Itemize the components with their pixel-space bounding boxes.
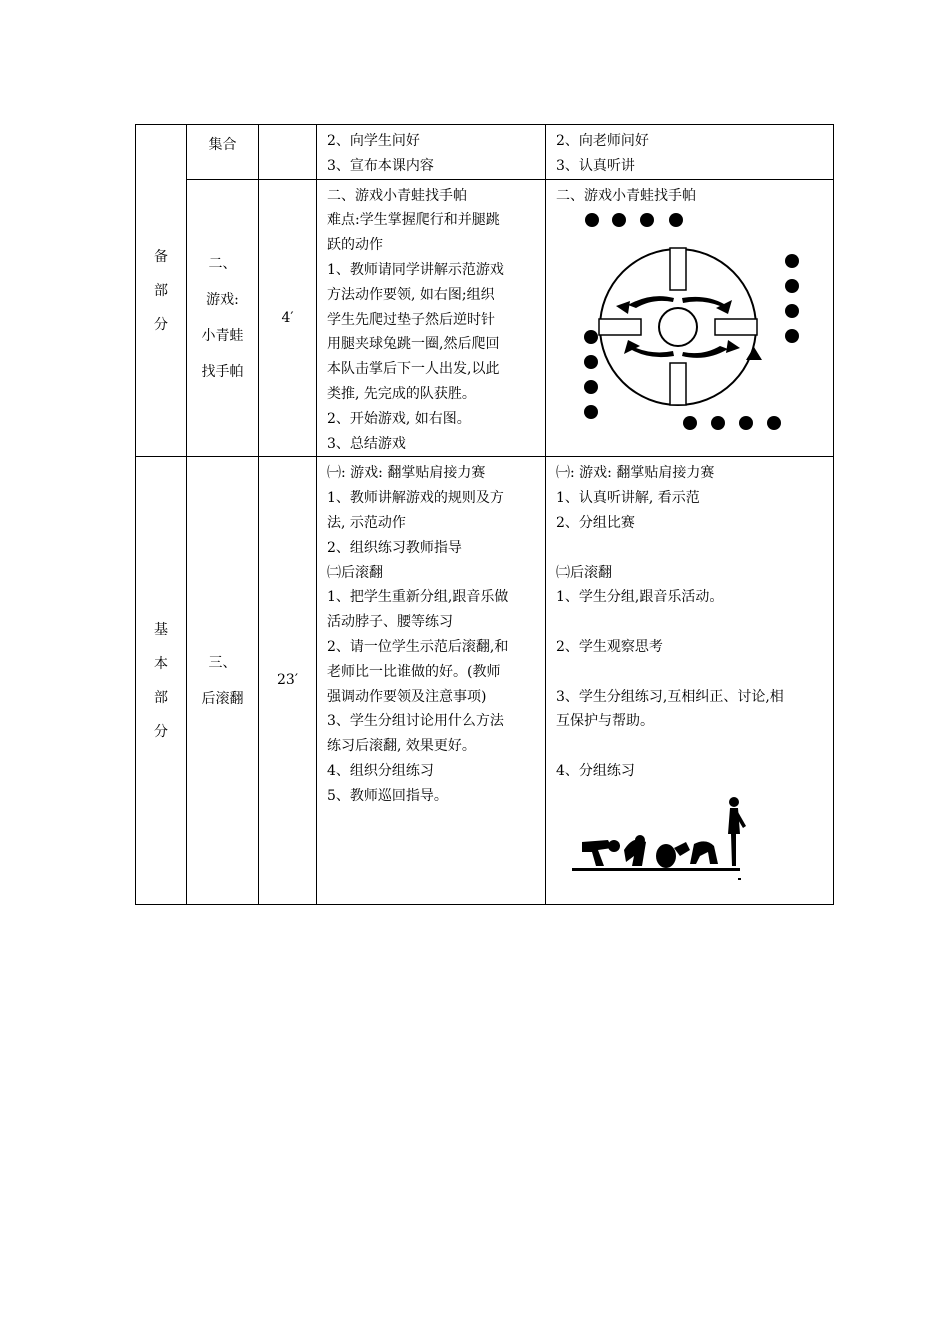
table-row — [136, 457, 834, 905]
text-line: 5、教师巡回指导。 — [327, 787, 448, 804]
student-activity — [546, 457, 834, 905]
text-line: ㈡后滚翻 — [327, 564, 383, 581]
text-line: 1、认真听讲解, 看示范 — [556, 490, 700, 507]
text-line: 3、认真听讲 — [556, 157, 635, 174]
text-line: 3、学生分组讨论用什么方法 — [327, 713, 504, 730]
activity-name-text: 集合 — [208, 137, 237, 153]
section-char: 分 — [154, 316, 168, 333]
teacher-activity — [317, 179, 546, 457]
section-char: 部 — [154, 282, 168, 299]
text-line: 强调动作要领及注意事项) — [327, 688, 487, 705]
activity-name-line: 游戏: — [206, 291, 239, 308]
team-dots-bottom — [683, 416, 781, 430]
lesson-plan-table — [135, 124, 834, 905]
text-line: 跃的动作 — [327, 237, 383, 254]
student-activity — [546, 125, 834, 180]
text-line: 2、组织练习教师指导 — [327, 539, 462, 556]
text-line: 1、教师讲解游戏的规则及方 — [327, 490, 504, 507]
text-line: 本队击掌后下一人出发,以此 — [327, 361, 500, 378]
text-line: 法, 示范动作 — [327, 514, 406, 531]
time-cell: 4′ — [259, 179, 317, 457]
teacher-activity — [317, 125, 546, 180]
section-label-basic — [136, 457, 187, 905]
inner-circle — [659, 308, 697, 346]
activity-name-line: 二、 — [208, 255, 237, 272]
text-line: 类推, 先完成的队获胜。 — [327, 385, 476, 402]
text-line: ㈠: 游戏: 翻掌贴肩接力赛 — [556, 465, 715, 482]
table-row — [136, 125, 834, 180]
text-line: 1、把学生重新分组,跟音乐做 — [327, 589, 509, 606]
activity-name — [187, 457, 259, 905]
text-line: 老师比一比谁做的好。(教师 — [327, 663, 501, 680]
table-row — [136, 179, 834, 457]
activity-name-line: 三、 — [208, 654, 237, 671]
blank-line — [556, 536, 827, 561]
section-char: 部 — [154, 689, 168, 706]
text-line: 3、总结游戏 — [327, 435, 406, 452]
text-line: 2、向老师问好 — [556, 133, 649, 149]
text-line: ㈡后滚翻 — [556, 564, 612, 581]
text-line: 难点:学生掌握爬行和并腿跳 — [327, 212, 500, 229]
teacher-marker — [746, 347, 762, 360]
team-dots-right — [785, 254, 799, 343]
section-char: 分 — [154, 723, 168, 740]
text-line: 用腿夹球兔跳一圈,然后爬回 — [327, 336, 500, 353]
game-field-diagram — [556, 210, 816, 435]
time-cell — [259, 125, 317, 180]
text-line: 互保护与帮助。 — [556, 713, 654, 730]
text-line: 3、宣布本课内容 — [327, 157, 434, 174]
text-line: 方法动作要领, 如右图;组织 — [327, 286, 495, 303]
text-line: 学生先爬过垫子然后逆时针 — [327, 311, 495, 328]
text-line: 2、开始游戏, 如右图。 — [327, 410, 471, 427]
text-line: 2、学生观察思考 — [556, 638, 663, 655]
teacher-activity — [317, 457, 546, 905]
blank-line — [556, 610, 827, 635]
text-line: 二、游戏小青蛙找手帕 — [556, 187, 696, 204]
text-line: ㈠: 游戏: 翻掌贴肩接力赛 — [327, 465, 486, 482]
activity-name-line: 找手帕 — [201, 363, 244, 380]
section-char: 本 — [154, 655, 168, 672]
student-activity — [546, 179, 834, 457]
text-line: 4、组织分组练习 — [327, 762, 434, 779]
text-line: 活动脖子、腰等练习 — [327, 614, 453, 631]
text-line: 练习后滚翻, 效果更好。 — [327, 738, 476, 755]
backward-roll-figure-image — [568, 790, 768, 890]
team-dots-top — [585, 213, 683, 227]
text-line: 1、学生分组,跟音乐活动。 — [556, 589, 724, 606]
text-line: 2、请一位学生示范后滚翻,和 — [327, 638, 509, 655]
section-label-prep — [136, 125, 187, 457]
text-line: 3、学生分组练习,互相纠正、讨论,相 — [556, 688, 784, 705]
activity-name — [187, 179, 259, 457]
activity-name — [187, 125, 259, 180]
time-cell: 23′ — [259, 457, 317, 905]
text-line: 2、向学生问好 — [327, 133, 420, 149]
text-line: 1、教师请同学讲解示范游戏 — [327, 261, 504, 278]
blank-line — [556, 660, 827, 685]
text-line: 4、分组练习 — [556, 762, 635, 779]
section-char: 基 — [154, 621, 168, 638]
section-char: 备 — [154, 248, 168, 265]
activity-name-line: 小青蛙 — [201, 327, 244, 344]
activity-name-line: 后滚翻 — [201, 690, 244, 707]
text-line: 二、游戏小青蛙找手帕 — [327, 187, 467, 204]
text-line: 2、分组比赛 — [556, 514, 635, 531]
blank-line — [556, 734, 827, 759]
team-dots-left — [584, 330, 598, 419]
